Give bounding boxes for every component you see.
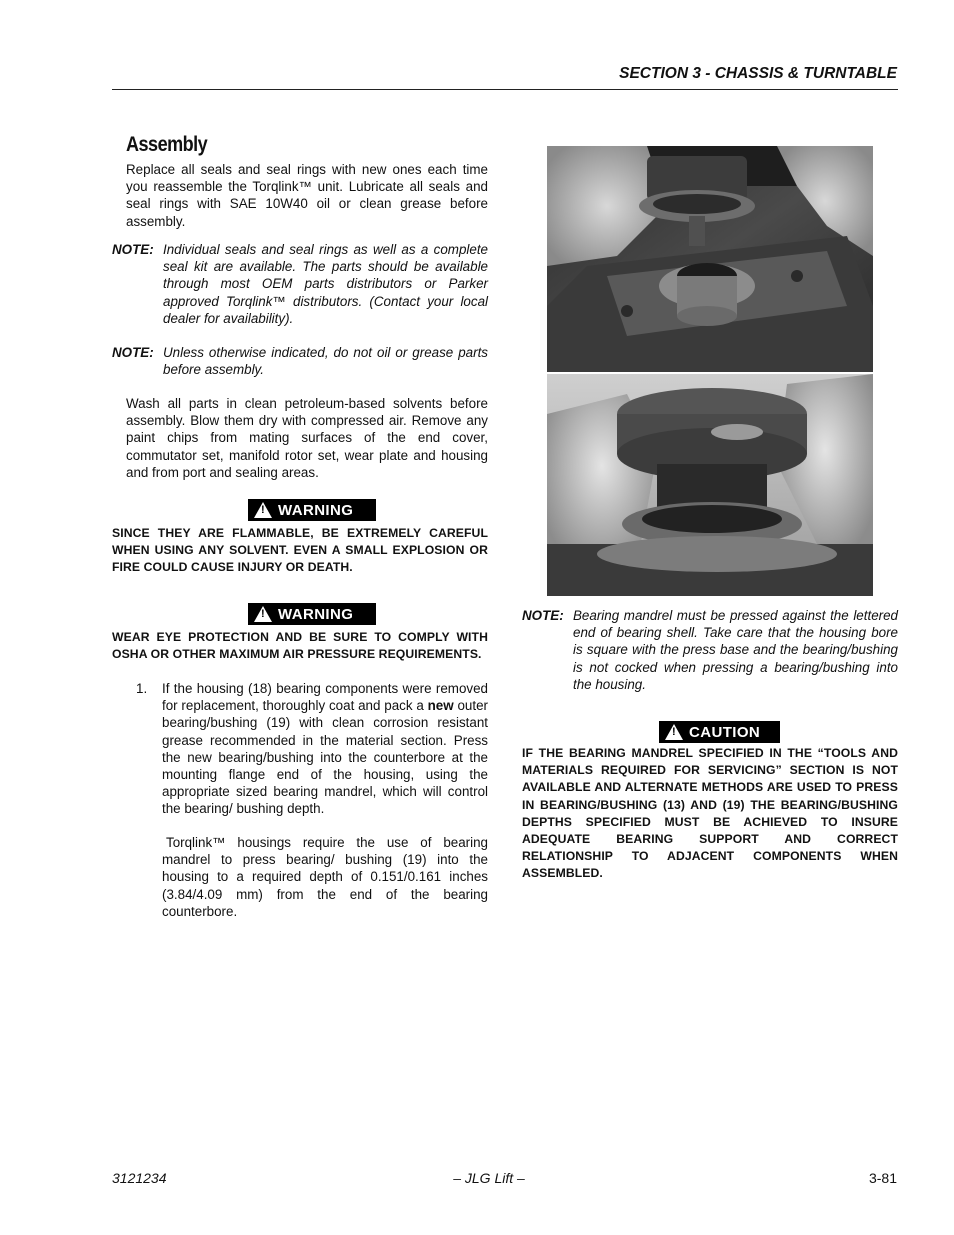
step-1-followup: Torqlink™ housings require the use of bearing mandrel to press bearing/ bushing (19) into the housing to a required depth of 0.151/0.161 inches (3.84/4.09 mm) from the end of the bearing counterbore. bbox=[162, 835, 488, 919]
note-bearing-mandrel bbox=[522, 607, 898, 697]
warning-triangle-icon: ! bbox=[254, 502, 272, 518]
warning-sign bbox=[248, 499, 376, 521]
document-number: 3121234 bbox=[112, 1170, 167, 1186]
bearing-photo-top bbox=[547, 146, 873, 372]
caution-triangle-icon: ! bbox=[665, 724, 683, 740]
step-number: 1. bbox=[136, 681, 148, 696]
note-text: Individual seals and seal rings as well as a complete seal kit are available. The parts should be available through most OEM parts distributors or Parker approved Torqlink™ distributors. (Contact your local dealer for availability). bbox=[163, 242, 488, 326]
wash-paragraph: Wash all parts in clean petroleum-based solvents before assembly. Blow them dry with compressed air. Remove any paint chips from mating surfaces of the end cover, commutator set, manifold rotor set, wear plate and housing and from port and sealing areas. bbox=[126, 396, 488, 480]
bearing-mandrel-photo bbox=[547, 146, 873, 372]
note-no-oil bbox=[112, 344, 488, 380]
caution-text: IF THE BEARING MANDREL SPECIFIED IN THE “TOOLS AND MATERIALS REQUIRED FOR SERVICING” SECTION IS NOT AVAILABLE AND ALTERNATE METHODS ARE USED TO PRESS IN BEARING/BUSHING (13) AND (19) THE BEARING/BUSHING DEPTHS SPECIFIED MUST BE ACHIEVED TO INSURE ADEQUATE BEARING SUPPORT AND CORRECT RELATIONSHIP TO ADJACENT COMPONENTS WHEN ASSEMBLED. bbox=[522, 746, 898, 881]
caution-label: CAUTION bbox=[689, 723, 761, 741]
note-label: NOTE: bbox=[112, 345, 154, 360]
warning-label: WARNING bbox=[278, 501, 354, 519]
page-number: 3-81 bbox=[868, 1170, 897, 1186]
step-1-text bbox=[162, 680, 488, 818]
header-divider bbox=[112, 89, 898, 90]
step-1-text-b: outer bearing/bushing (19) with clean corrosion resistant grease recommended in the material section. Press the new bearing/bushing into the counterbore at the mounting flange end of the housing, using the appropriate sized bearing mandrel, which will control the bearing/ bushing depth. bbox=[162, 698, 488, 817]
warning-eye-protection-text: WEAR EYE PROTECTION AND BE SURE TO COMPLY WITH OSHA OR OTHER MAXIMUM AIR PRESSURE REQUIREMENTS. bbox=[112, 630, 488, 662]
bearing-press-photo bbox=[547, 374, 873, 596]
warning-triangle-icon: ! bbox=[254, 606, 272, 622]
note-text: Bearing mandrel must be pressed against the lettered end of bearing shell. Take care that the housing bore is square with the press base and the bearing/bushing is not cocked when pressing a bearing/bushing into the housing. bbox=[573, 608, 898, 692]
warning-flammable-text: SINCE THEY ARE FLAMMABLE, BE EXTREMELY CAREFUL WHEN USING ANY SOLVENT. EVEN A SMALL EXPLOSION OR FIRE COULD CAUSE INJURY OR DEATH. bbox=[112, 526, 488, 575]
note-seal-kits bbox=[112, 241, 488, 331]
assembly-heading: Assembly bbox=[126, 133, 208, 156]
note-label: NOTE: bbox=[522, 608, 564, 623]
footer-brand: – JLG Lift – bbox=[453, 1170, 525, 1186]
note-label: NOTE: bbox=[112, 242, 154, 257]
step-1-text-a: If the housing (18) bearing components were removed for replacement, thoroughly coat and pack a bbox=[162, 681, 488, 714]
note-text: Unless otherwise indicated, do not oil or grease parts before assembly. bbox=[163, 345, 488, 378]
caution-sign bbox=[659, 721, 780, 743]
warning-sign bbox=[248, 603, 376, 625]
assembly-intro: Replace all seals and seal rings with new ones each time you reassemble the Torqlink™ unit. Lubricate all seals and seal rings with SAE 10W40 oil or clean grease before assembly. bbox=[126, 162, 488, 229]
step-1-bold-word: new bbox=[427, 698, 454, 714]
bearing-photo-bottom bbox=[547, 374, 873, 596]
section-title: SECTION 3 - CHASSIS & TURNTABLE bbox=[619, 65, 897, 82]
warning-label: WARNING bbox=[278, 605, 354, 623]
